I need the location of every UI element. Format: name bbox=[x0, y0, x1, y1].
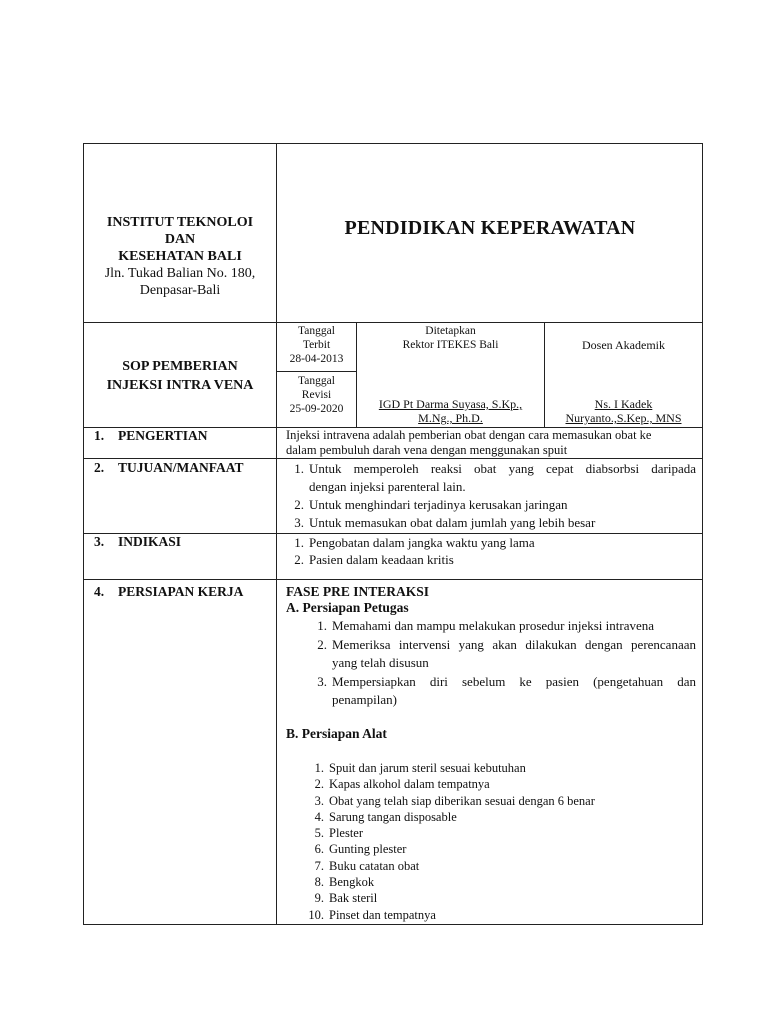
petugas-list bbox=[309, 617, 696, 710]
item-number: 8. bbox=[314, 875, 324, 890]
item-number: 6. bbox=[314, 842, 324, 857]
list-item bbox=[306, 841, 696, 857]
item-text: Memahami dan mampu melakukan prosedur injeksi intravena bbox=[332, 618, 655, 633]
row-divider bbox=[84, 579, 702, 580]
item-line2: yang telah disusun bbox=[332, 655, 429, 670]
rektor-signature bbox=[357, 397, 544, 425]
list-item bbox=[286, 534, 696, 551]
item-text: Untuk menghindari terjadinya kerusakan jaringan bbox=[309, 497, 568, 512]
sop-document bbox=[83, 143, 703, 925]
address-line2: Denpasar-Bali bbox=[139, 283, 221, 298]
institution-block bbox=[84, 214, 276, 299]
section-pengertian-label bbox=[94, 428, 208, 444]
list-item bbox=[286, 460, 696, 496]
section-number: 2. bbox=[94, 460, 105, 475]
list-item bbox=[306, 776, 696, 792]
ditetapkan-label1: Ditetapkan bbox=[425, 325, 476, 337]
section-title: PERSIAPAN KERJA bbox=[118, 584, 244, 599]
item-text: Kapas alkohol dalam tempatnya bbox=[329, 777, 490, 792]
revisi-label2: Revisi bbox=[301, 389, 332, 401]
item-text: Pinset dan tempatnya bbox=[329, 907, 436, 922]
item-text: Bak steril bbox=[329, 891, 378, 906]
item-text: Untuk memasukan obat dalam jumlah yang lebih besar bbox=[309, 515, 596, 530]
institution-line1: INSTITUT TEKNOLOI bbox=[106, 215, 254, 230]
list-item bbox=[286, 496, 696, 514]
list-item bbox=[306, 760, 696, 776]
item-number: 3. bbox=[294, 515, 304, 530]
row-divider bbox=[277, 371, 356, 372]
item-text: Sarung tangan disposable bbox=[329, 809, 457, 824]
item-number: 4. bbox=[314, 809, 324, 824]
column-divider bbox=[276, 144, 277, 924]
revisi-date: 25-09-2020 bbox=[289, 403, 344, 415]
phase-title: FASE PRE INTERAKSI bbox=[286, 584, 430, 599]
list-item bbox=[306, 809, 696, 825]
sop-title-line2: INJEKSI INTRA VENA bbox=[106, 378, 254, 393]
ditetapkan-block bbox=[357, 324, 544, 352]
dosen-name1: Ns. I Kadek bbox=[594, 397, 653, 411]
section-number: 4. bbox=[94, 584, 105, 599]
terbit-date: 28-04-2013 bbox=[289, 353, 344, 365]
item-line1: Memeriksa intervensi yang akan dilakukan dengan perencanaan bbox=[332, 636, 696, 652]
item-number: 5. bbox=[314, 826, 324, 841]
dosen-label: Dosen Akademik bbox=[582, 338, 665, 352]
section-indikasi-label bbox=[94, 534, 181, 550]
ditetapkan-label2: Rektor ITEKES Bali bbox=[402, 339, 499, 351]
item-text: Bengkok bbox=[329, 875, 375, 890]
terbit-label2: Terbit bbox=[302, 339, 331, 351]
item-text: Plester bbox=[329, 826, 364, 841]
item-line2: dengan injeksi parenteral lain. bbox=[309, 479, 466, 494]
tujuan-list bbox=[286, 460, 696, 532]
item-number: 3. bbox=[314, 793, 324, 808]
terbit-label1: Tanggal bbox=[298, 325, 335, 337]
item-number: 2. bbox=[294, 552, 304, 567]
sop-title bbox=[84, 357, 276, 395]
dosen-name2: Nuryanto.,S.Kep., MNS bbox=[565, 411, 682, 425]
subsection-alat: B. Persiapan Alat bbox=[286, 726, 387, 741]
pengertian-text bbox=[286, 428, 698, 458]
item-text: Spuit dan jarum steril sesuai kebutuhan bbox=[329, 761, 526, 775]
rektor-name2: M.Ng., Ph.D. bbox=[418, 411, 483, 425]
item-line1: Untuk memperoleh reaksi obat yang cepat diabsorbsi daripada bbox=[309, 461, 696, 476]
list-item bbox=[306, 858, 696, 874]
list-item bbox=[309, 636, 696, 673]
item-number: 10. bbox=[308, 907, 324, 922]
section-number: 1. bbox=[94, 428, 105, 443]
item-number: 2. bbox=[294, 497, 304, 512]
item-number: 1. bbox=[294, 535, 304, 550]
item-number: 1. bbox=[314, 761, 324, 775]
row-divider bbox=[84, 458, 702, 459]
list-item bbox=[309, 673, 696, 710]
section-tujuan-label bbox=[94, 460, 244, 476]
list-item bbox=[306, 890, 696, 906]
item-number: 1. bbox=[317, 618, 327, 633]
item-text: Obat yang telah siap diberikan sesuai dengan 6 benar bbox=[329, 793, 595, 808]
list-item bbox=[306, 874, 696, 890]
indikasi-list bbox=[286, 534, 696, 568]
sop-title-line1: SOP PEMBERIAN bbox=[122, 359, 238, 374]
pengertian-line2: dalam pembuluh darah vena dengan menggunakan spuit bbox=[286, 443, 568, 457]
item-text: Buku catatan obat bbox=[329, 858, 420, 873]
section-title: INDIKASI bbox=[118, 534, 182, 549]
section-title: PENGERTIAN bbox=[118, 428, 208, 443]
row-divider bbox=[84, 322, 702, 323]
pengertian-line1: Injeksi intravena adalah pemberian obat dengan cara memasukan obat ke bbox=[286, 428, 652, 442]
item-number: 2. bbox=[314, 777, 324, 792]
rektor-name1: IGD Pt Darma Suyasa, S.Kp., bbox=[378, 397, 523, 411]
section-persiapan-label bbox=[94, 584, 243, 600]
section-number: 3. bbox=[94, 534, 105, 549]
list-item bbox=[306, 793, 696, 809]
list-item bbox=[286, 514, 696, 532]
item-text: Pasien dalam keadaan kritis bbox=[309, 552, 454, 567]
item-number: 2. bbox=[317, 636, 327, 652]
institution-line2: DAN bbox=[164, 232, 196, 247]
revisi-label1: Tanggal bbox=[298, 375, 335, 387]
tanggal-terbit bbox=[277, 324, 356, 366]
institution-line3: KESEHATAN BALI bbox=[118, 249, 242, 264]
alat-list bbox=[306, 760, 696, 923]
tanggal-revisi bbox=[277, 374, 356, 416]
item-number: 7. bbox=[314, 858, 324, 873]
list-item bbox=[306, 907, 696, 923]
item-text: Pengobatan dalam jangka waktu yang lama bbox=[309, 535, 535, 550]
subsection-petugas: A. Persiapan Petugas bbox=[286, 600, 409, 615]
item-text: Gunting plester bbox=[329, 842, 407, 857]
section-title: TUJUAN/MANFAAT bbox=[118, 460, 244, 475]
item-line2: penampilan) bbox=[332, 692, 397, 707]
list-item bbox=[306, 825, 696, 841]
item-number: 9. bbox=[314, 891, 324, 906]
dosen-signature bbox=[545, 397, 702, 425]
address-line1: Jln. Tukad Balian No. 180, bbox=[104, 266, 256, 281]
list-item bbox=[286, 551, 696, 568]
document-title: PENDIDIKAN KEPERAWATAN bbox=[344, 217, 636, 239]
list-item bbox=[309, 617, 696, 636]
item-number: 1. bbox=[294, 461, 304, 476]
item-line1: Mempersiapkan diri sebelum ke pasien (pengetahuan dan bbox=[332, 673, 696, 689]
item-number: 3. bbox=[317, 673, 327, 689]
